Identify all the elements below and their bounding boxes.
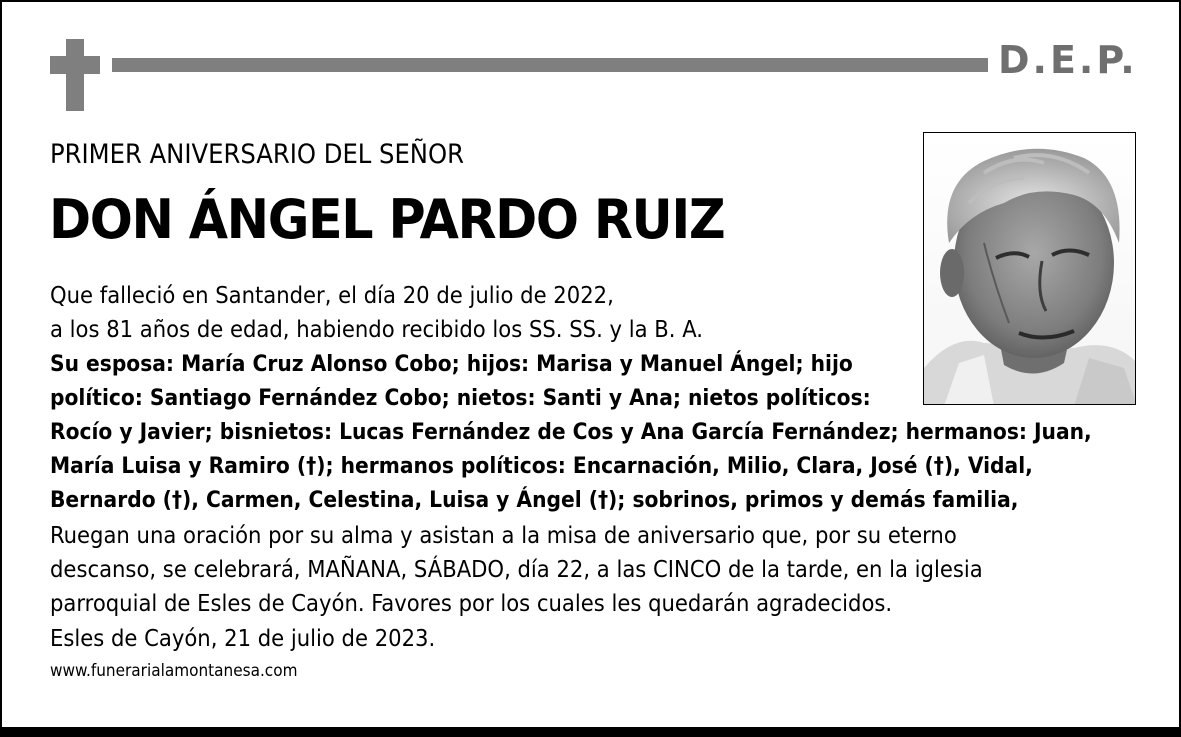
place-date: Esles de Cayón, 21 de julio de 2023.	[50, 624, 436, 652]
deceased-name: DON ÁNGEL PARDO RUIZ	[49, 188, 725, 251]
dep-label: D.E.P.	[998, 38, 1138, 82]
prayer-line: parroquial de Esles de Cayón. Favores por los cuales les quedarán agradecidos.	[50, 589, 893, 617]
family-line: Su esposa: María Cruz Alonso Cobo; hijos: Marisa y Manuel Ángel; hijo	[50, 351, 853, 377]
website-link[interactable]: www.funerarialamontanesa.com	[50, 661, 298, 681]
intro-text	[50, 278, 703, 346]
cross-horizontal-bar	[50, 56, 100, 74]
portrait-photo	[923, 132, 1136, 405]
intro-line: Que falleció en Santander, el día 20 de julio de 2022,	[50, 281, 614, 309]
family-line: político: Santiago Fernández Cobo; nietos: Santi y Ana; nietos políticos:	[50, 385, 871, 411]
anniversary-heading: PRIMER ANIVERSARIO DEL SEÑOR	[50, 139, 464, 170]
family-line: María Luisa y Ramiro (†); hermanos políticos: Encarnación, Milio, Clara, José (†), Vidal,	[50, 453, 1033, 479]
intro-line: a los 81 años de edad, habiendo recibido los SS. SS. y la B. A.	[50, 315, 703, 343]
cross-vertical-bar	[66, 39, 84, 111]
portrait-illustration	[924, 133, 1136, 405]
family-line: Bernardo (†), Carmen, Celestina, Luisa y Ángel (†); sobrinos, primos y demás familia,	[50, 487, 1019, 513]
prayer-line: Ruegan una oración por su alma y asistan a la misa de aniversario que, por su eterno	[50, 521, 957, 549]
prayer-text	[50, 518, 983, 620]
prayer-line: descanso, se celebrará, MAÑANA, SÁBADO, día 22, a las CINCO de la tarde, en la iglesia	[50, 555, 983, 583]
header-rule	[112, 58, 988, 72]
family-line: Rocío y Javier; bisnietos: Lucas Fernández de Cos y Ana García Fernández; hermanos: Juan,	[50, 419, 1092, 445]
